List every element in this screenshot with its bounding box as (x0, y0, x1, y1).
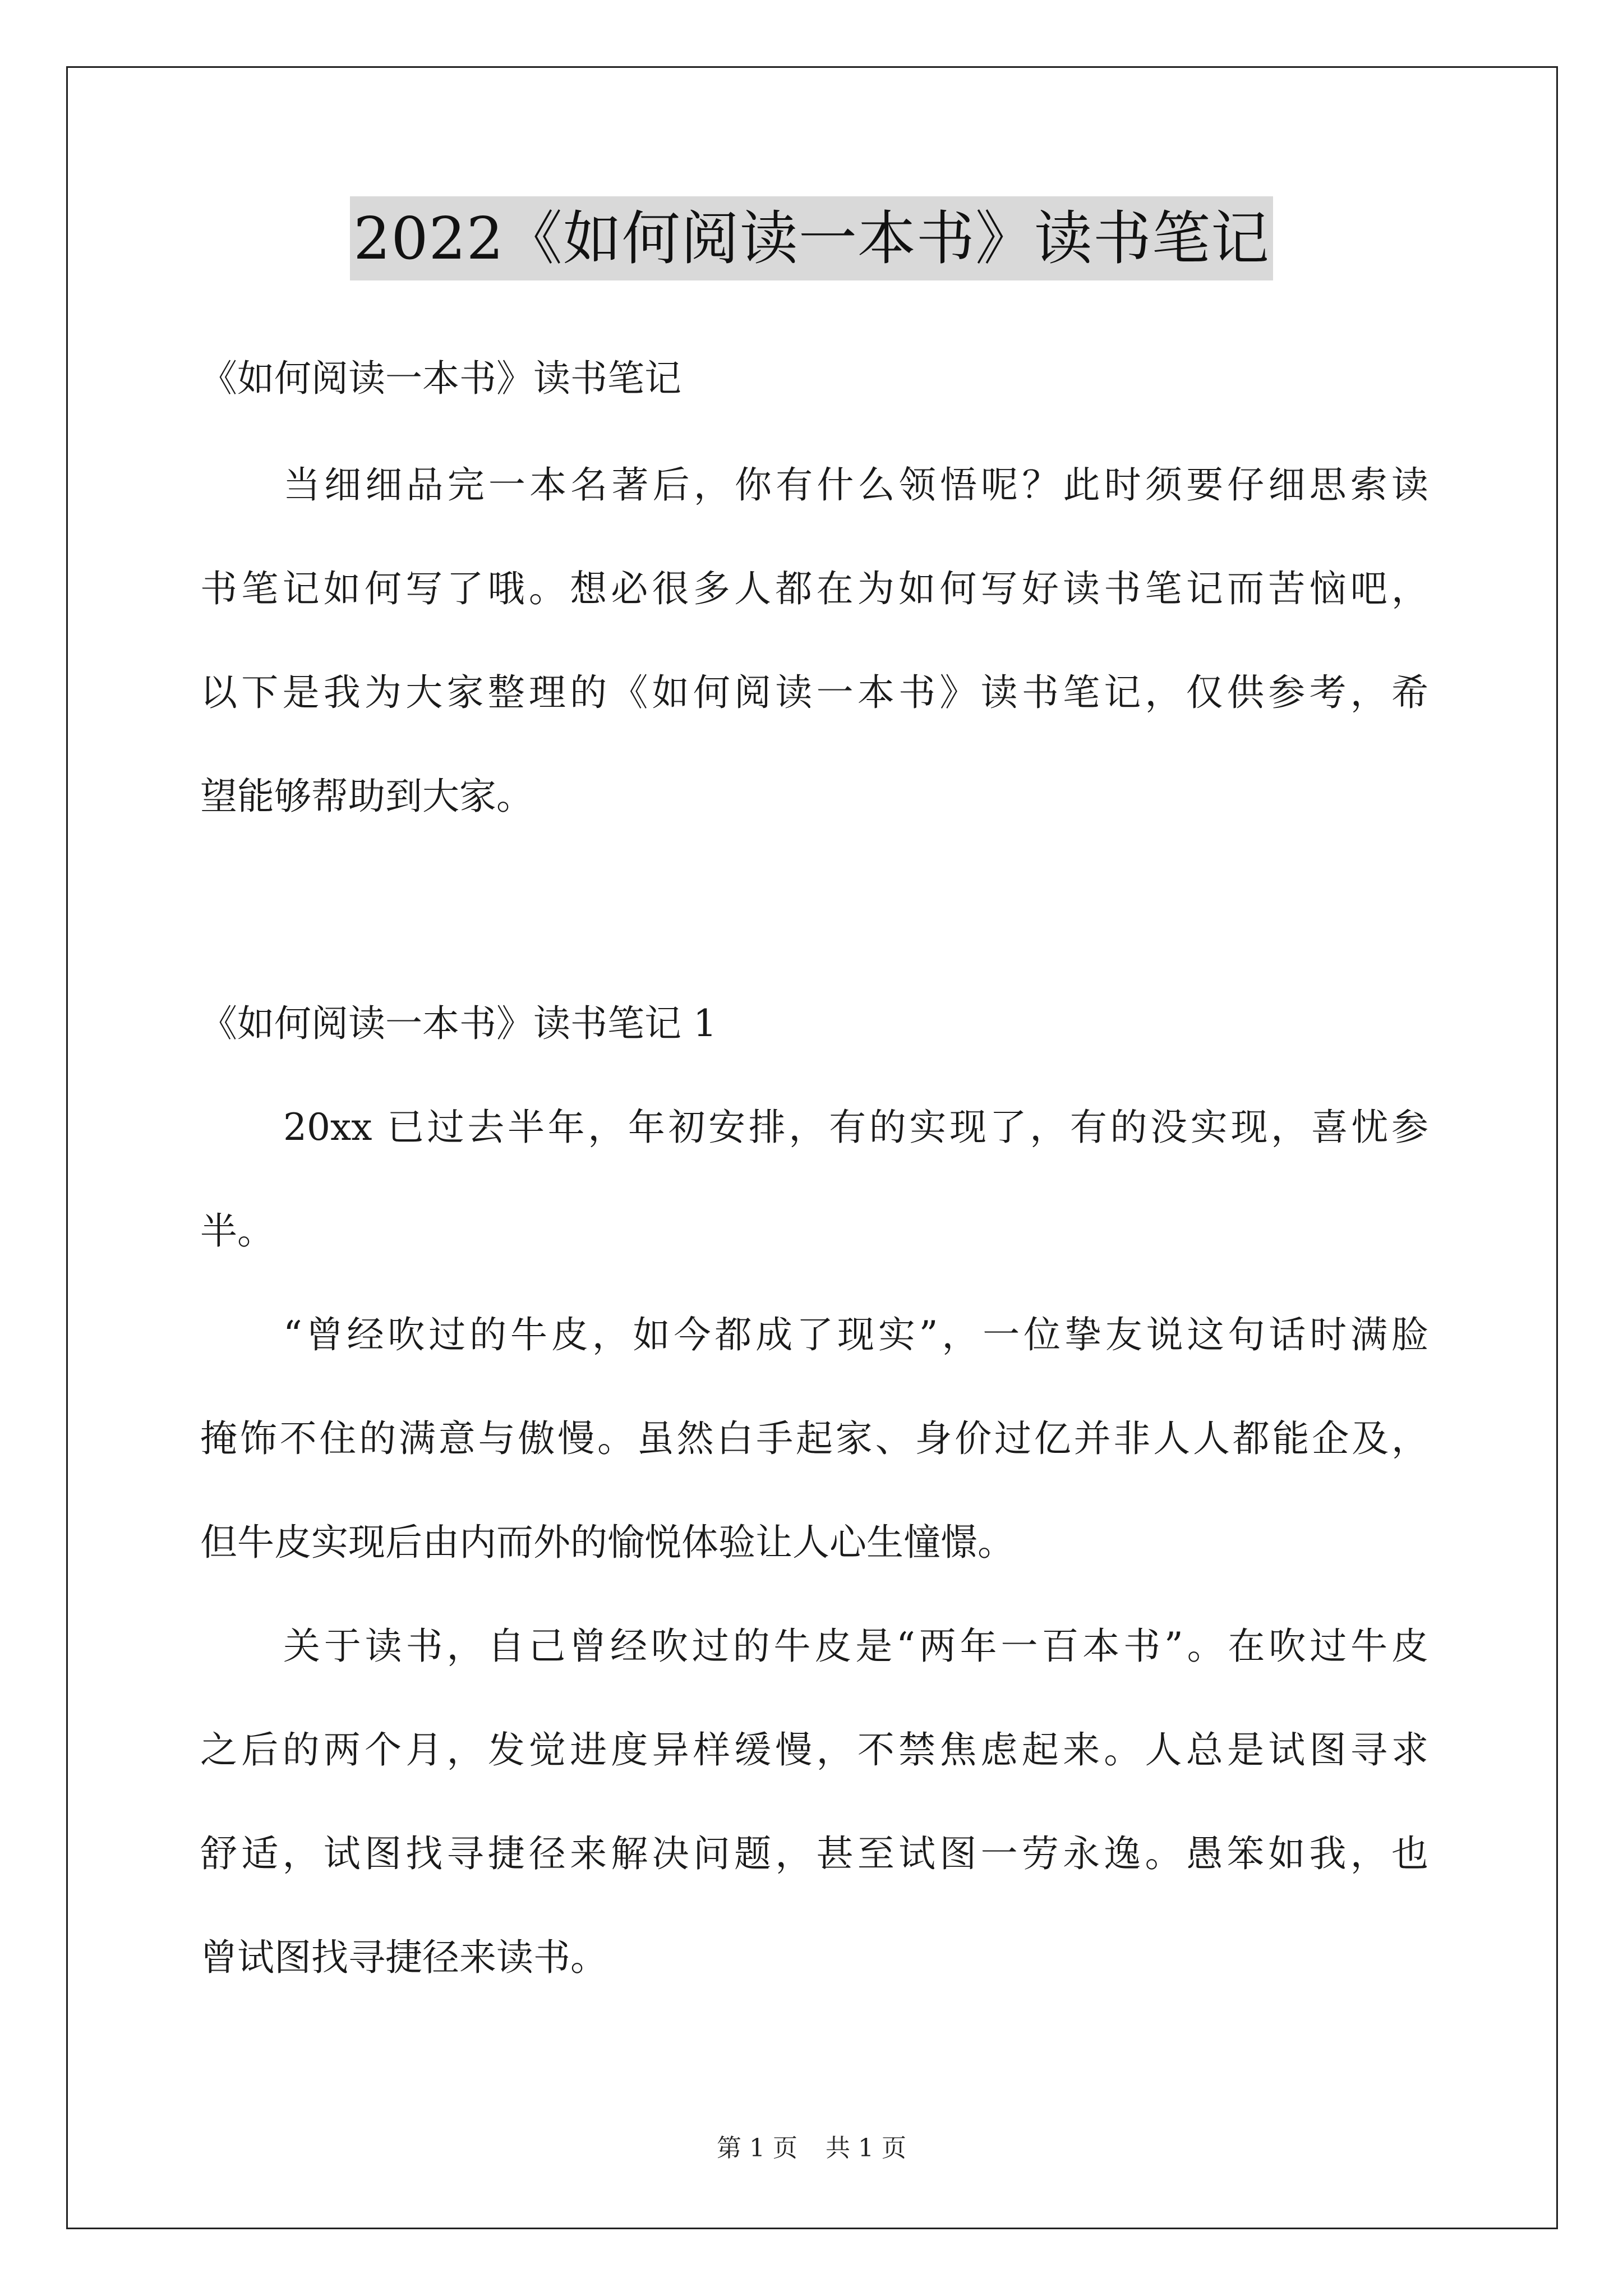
section-heading: 《如何阅读一本书》读书笔记 1 (200, 1002, 717, 1045)
paragraph-line: 书笔记如何写了哦。想必很多人都在为如何写好读书笔记而苦恼吧， (200, 567, 1428, 610)
paragraph-line: 20xx 已过去半年，年初安排，有的实现了，有的没实现，喜忧参 (283, 1106, 1428, 1149)
paragraph-line: 半。 (200, 1209, 274, 1253)
title-container (0, 196, 1623, 280)
page-number-current: 第 1 页 (717, 2134, 797, 2162)
paragraph-line: 关于读书，自己曾经吹过的牛皮是“两年一百本书”。在吹过牛皮 (283, 1625, 1428, 1668)
paragraph-line: 掩饰不住的满意与傲慢。虽然白手起家、身价过亿并非人人都能企及， (200, 1417, 1428, 1460)
paragraph-line: 但牛皮实现后由内而外的愉悦体验让人心生憧憬。 (200, 1521, 1015, 1564)
paragraph-line: 以下是我为大家整理的《如何阅读一本书》读书笔记，仅供参考，希 (200, 671, 1428, 714)
document-title: 2022《如何阅读一本书》读书笔记 (350, 196, 1273, 280)
paragraph-line: 之后的两个月，发觉进度异样缓慢，不禁焦虑起来。人总是试图寻求 (200, 1728, 1428, 1772)
page-number-total: 共 1 页 (826, 2134, 906, 2162)
paragraph-line: 舒适，试图找寻捷径来解决问题，甚至试图一劳永逸。愚笨如我，也 (200, 1832, 1428, 1875)
page-footer (0, 2132, 1623, 2165)
paragraph-line: “曾经吹过的牛皮，如今都成了现实”，一位挚友说这句话时满脸 (283, 1313, 1428, 1356)
paragraph-line: 曾试图找寻捷径来读书。 (200, 1936, 607, 1979)
paragraph-line: 望能够帮助到大家。 (200, 775, 533, 818)
paragraph-line: 当细细品完一本名著后，你有什么领悟呢？此时须要仔细思索读 (283, 463, 1428, 507)
intro-heading: 《如何阅读一本书》读书笔记 (200, 357, 681, 400)
